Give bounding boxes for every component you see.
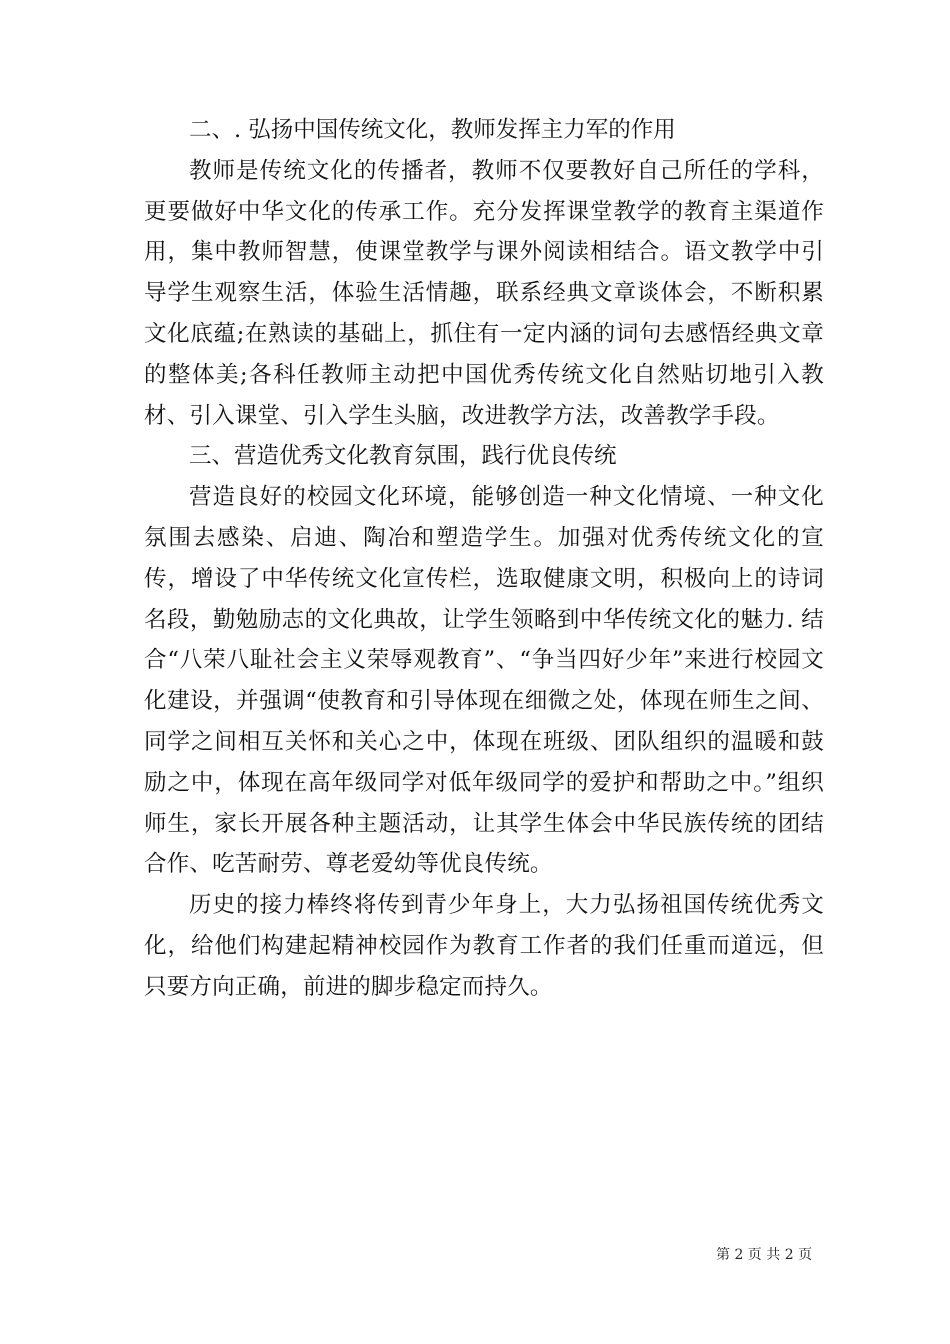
- document-body: [144, 110, 824, 1008]
- closing-paragraph: 历史的接力棒终将传到青少年身上，大力弘扬祖国传统优秀文化，给他们构建起精神校园作为教育工作者的我们任重而道远，但只要方向正确，前进的脚步稳定而持久。: [144, 892, 824, 1000]
- section-paragraph-2: 教师是传统文化的传播者，教师不仅要教好自己所任的学科，更要做好中华文化的传承工作。充分发挥课堂教学的教育主渠道作用，集中教师智慧，使课堂教学与课外阅读相结合。语文教学中引导学生观察生活，体验生活情趣，联系经典文章谈体会，不断积累文化底蕴;在熟读的基础上，抓住有一定内涵的词句去感悟经典文章的整体美;各科任教师主动把中国优秀传统文化自然贴切地引入教材、引入课堂、引入学生头脑，改进教学方法，改善教学手段。: [144, 157, 824, 429]
- page-number-footer: 第 2 页 共 2 页: [716, 1247, 813, 1263]
- section-paragraph-3: 营造良好的校园文化环境，能够创造一种文化情境、一种文化氛围去感染、启迪、陶冶和塑造学生。加强对优秀传统文化的宣传，增设了中华传统文化宣传栏，选取健康文明，积极向上的诗词名段，勤勉励志的文化典故，让学生领略到中华传统文化的魅力. 结合“八荣八耻社会主义荣辱观教育”、“争当四好少年”来进行校园文化建设，并强调“使教育和引导体现在细微之处，体现在师生之间、同学之间相互关怀和关心之中，体现在班级、团队组织的温暖和鼓励之中，体现在高年级同学对低年级同学的爱护和帮助之中。”组织师生，家长开展各种主题活动，让其学生体会中华民族传统的团结合作、吃苦耐劳、尊老爱幼等优良传统。: [144, 484, 824, 878]
- section-heading-2: 二、. 弘扬中国传统文化，教师发挥主力军的作用: [189, 117, 676, 143]
- section-heading-3: 三、营造优秀文化教育氛围，践行优良传统: [189, 443, 617, 470]
